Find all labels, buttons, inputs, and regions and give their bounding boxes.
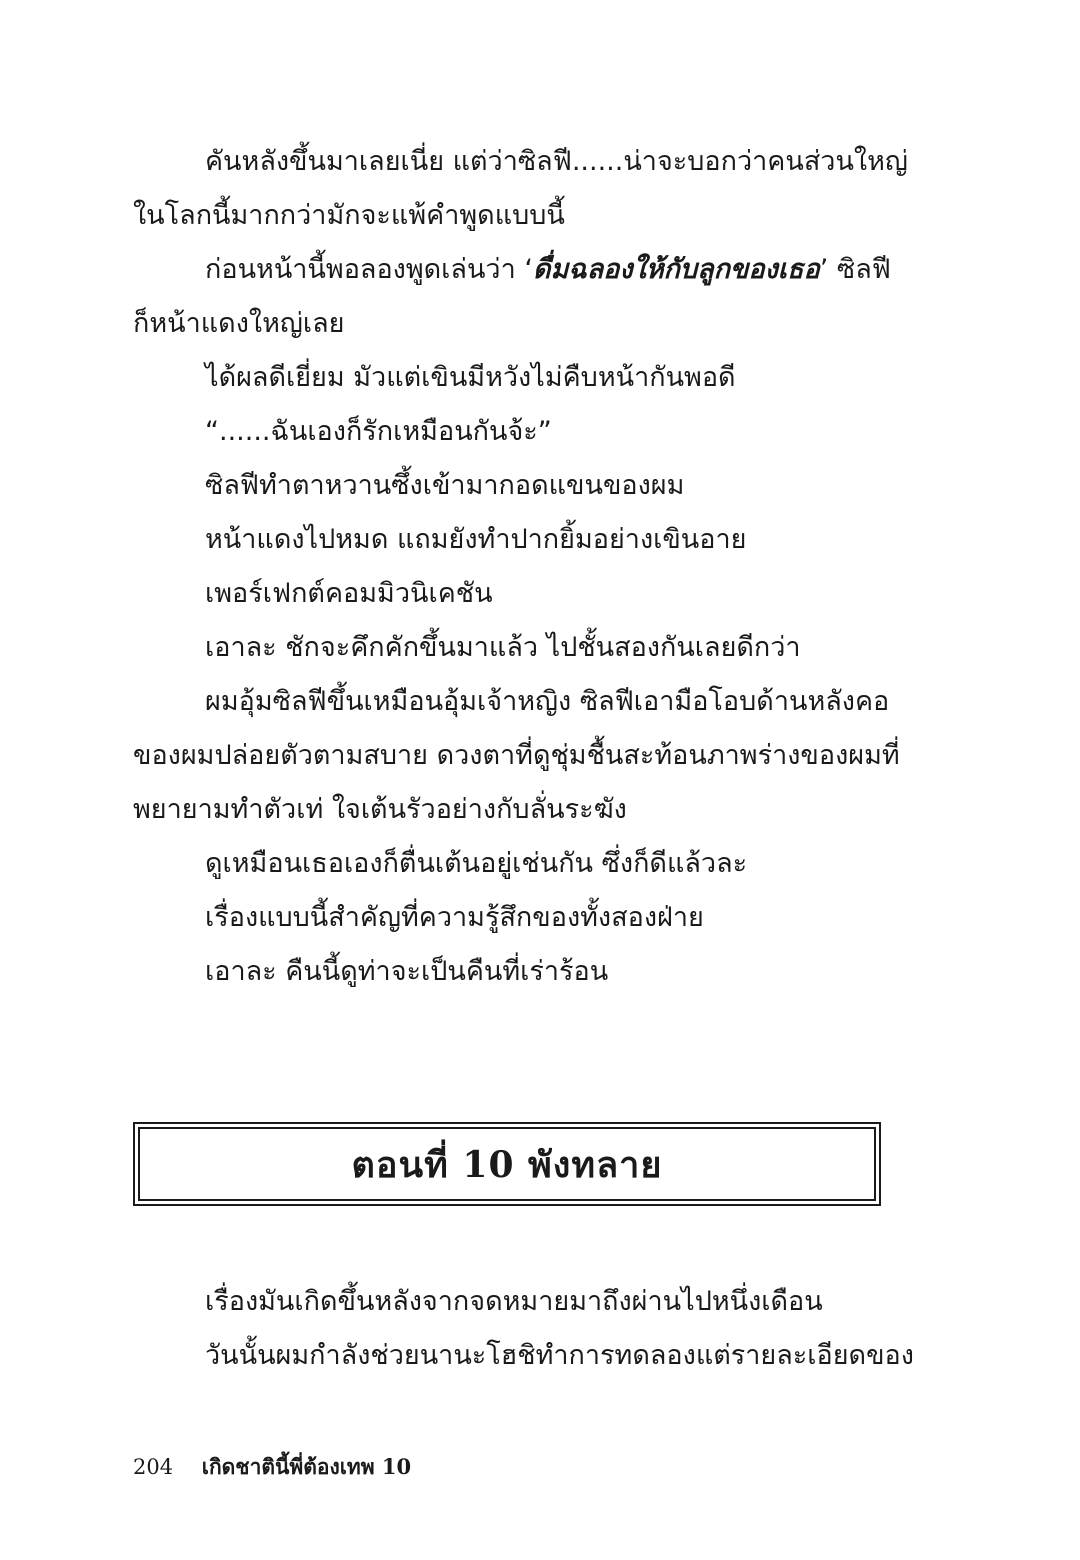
text-line: ดูเหมือนเธอเองก็ตื่นเต้นอยู่เช่นกัน ซึ่งก็ดีแล้วละ xyxy=(205,848,748,879)
page-footer xyxy=(133,1452,411,1482)
emphasized-quote: ดื่มฉลองให้กับลูกของเธอ xyxy=(532,254,820,285)
text-line: เอาละ คืนนี้ดูท่าจะเป็นคืนที่เร่าร้อน xyxy=(205,956,609,987)
text-line-with-emphasis xyxy=(205,250,891,290)
dialogue-line: “......ฉันเองก็รักเหมือนกันจ้ะ” xyxy=(205,416,552,447)
text-line: ได้ผลดีเยี่ยม มัวแต่เขินมีหวังไม่คืบหน้ากันพอดี xyxy=(205,362,736,393)
page-number: 204 xyxy=(133,1455,174,1479)
text-line: หน้าแดงไปหมด แถมยังทำปากยิ้มอย่างเขินอาย xyxy=(205,524,747,555)
text-line: ผมอุ้มซิลฟีขึ้นเหมือนอุ้มเจ้าหญิง ซิลฟีเอามือโอบด้านหลังคอ xyxy=(205,686,890,717)
text-line: คันหลังขึ้นมาเลยเนี่ย แต่ว่าซิลฟี......น่าจะบอกว่าคนส่วนใหญ่ xyxy=(205,146,908,177)
running-title: เกิดชาตินี้พี่ต้องเทพ 10 xyxy=(201,1454,412,1479)
text-line: ของผมปล่อยตัวตามสบาย ดวงตาที่ดูชุ่มชื้นสะท้อนภาพร่างของผมที่ xyxy=(133,740,900,771)
chapter-heading-box xyxy=(133,1122,881,1206)
chapter-heading-inner-frame xyxy=(138,1127,876,1201)
chapter-title: ตอนที่ 10 พังทลาย xyxy=(351,1143,663,1186)
text-segment: ก่อนหน้านี้พอลองพูดเล่นว่า ‘ xyxy=(205,254,533,285)
text-segment: ’ ซิลฟี xyxy=(819,254,891,285)
text-line: เพอร์เฟกต์คอมมิวนิเคชัน xyxy=(205,578,493,609)
text-line: เรื่องแบบนี้สำคัญที่ความรู้สึกของทั้งสองฝ่าย xyxy=(205,902,704,933)
text-line: เอาละ ชักจะคึกคักขึ้นมาแล้ว ไปชั้นสองกันเลยดีกว่า xyxy=(205,632,801,663)
text-line: ซิลฟีทำตาหวานซึ้งเข้ามากอดแขนของผม xyxy=(205,470,685,501)
text-line: ก็หน้าแดงใหญ่เลย xyxy=(133,308,345,339)
text-line: พยายามทำตัวเท่ ใจเต้นรัวอย่างกับลั่นระฆัง xyxy=(133,794,627,825)
text-line: วันนั้นผมกำลังช่วยนานะโฮชิทำการทดลองแต่รายละเอียดของ xyxy=(205,1340,914,1371)
text-line: ในโลกนี้มากกว่ามักจะแพ้คำพูดแบบนี้ xyxy=(133,200,565,231)
text-line: เรื่องมันเกิดขึ้นหลังจากจดหมายมาถึงผ่านไปหนึ่งเดือน xyxy=(205,1286,823,1317)
